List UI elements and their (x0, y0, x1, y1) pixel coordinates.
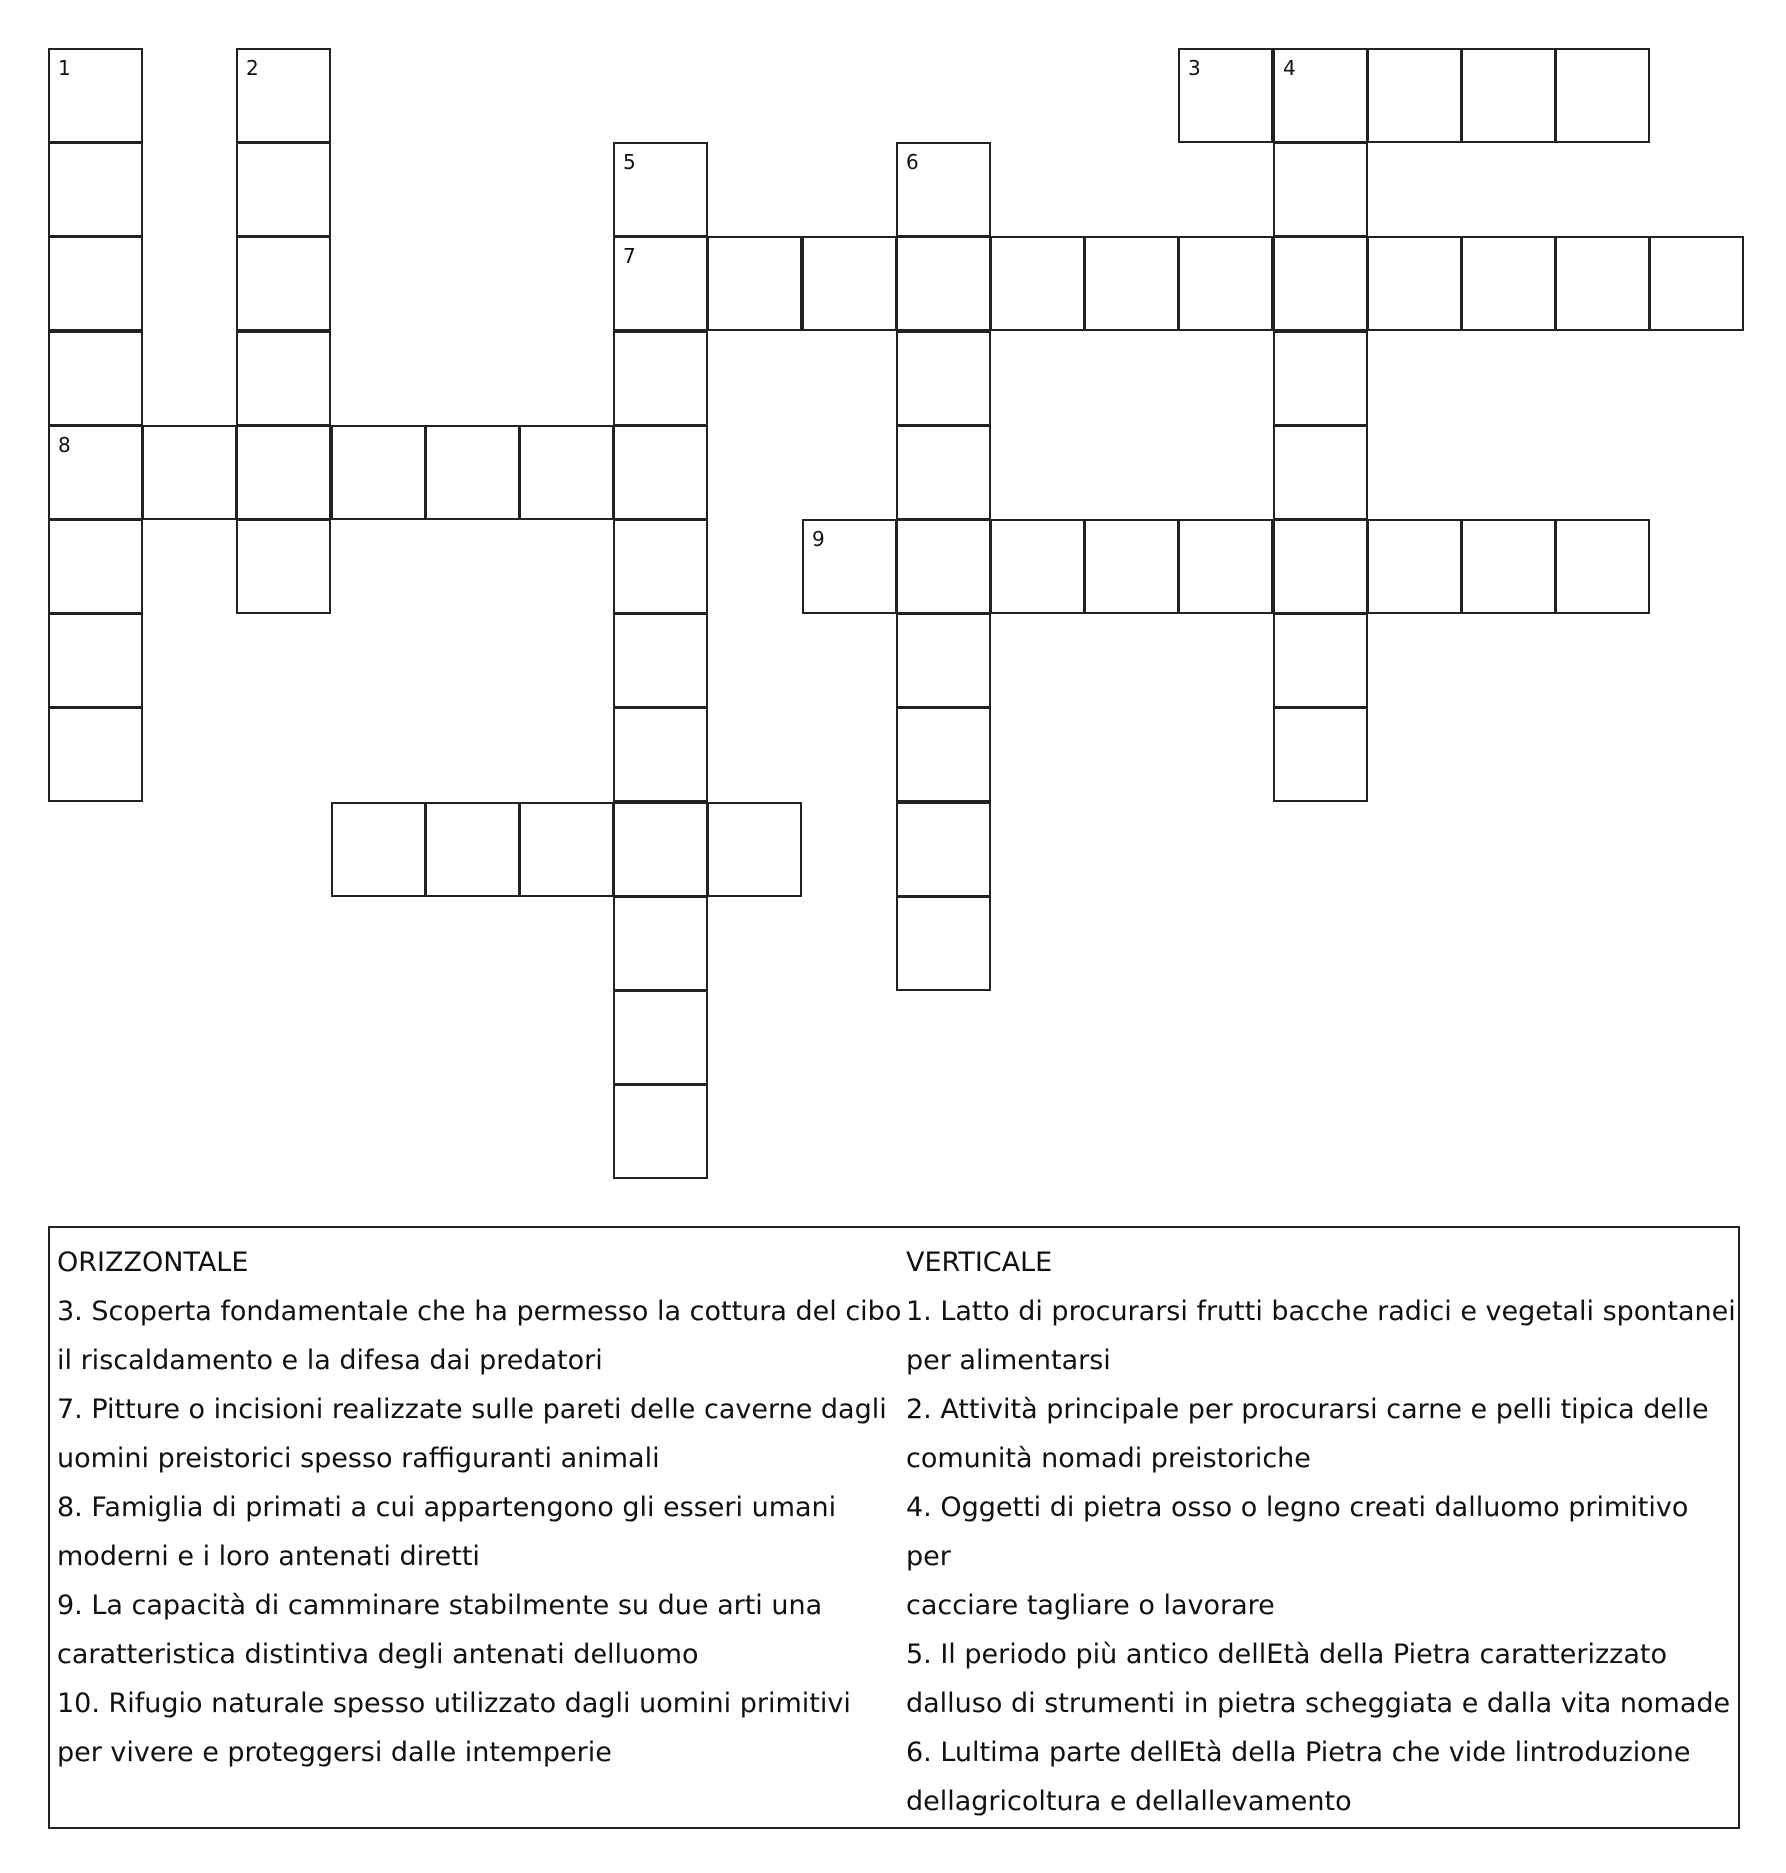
grid-cell[interactable] (896, 613, 991, 708)
grid-cell[interactable] (1555, 236, 1650, 331)
clue-number: 9 (812, 527, 825, 551)
grid-cell[interactable] (1461, 519, 1556, 614)
grid-cell[interactable] (48, 236, 143, 331)
grid-cell[interactable] (613, 802, 708, 897)
grid-cell[interactable] (1273, 707, 1368, 802)
grid-cell[interactable] (1555, 48, 1650, 143)
grid-cell[interactable] (613, 425, 708, 520)
clue-line: cacciare tagliare o lavorare (906, 1590, 1275, 1621)
grid-cell[interactable] (1367, 48, 1462, 143)
grid-cell[interactable] (1273, 48, 1368, 143)
grid-cell[interactable] (802, 519, 897, 614)
grid-cell[interactable] (613, 1084, 708, 1179)
grid-cell[interactable] (613, 707, 708, 802)
grid-cell[interactable] (802, 236, 897, 331)
down-heading: VERTICALE (906, 1247, 1053, 1278)
clue-line: 7. Pitture o incisioni realizzate sulle pareti delle caverne dagli (57, 1394, 887, 1425)
grid-cell[interactable] (236, 331, 331, 426)
grid-cell[interactable] (1649, 236, 1744, 331)
grid-cell[interactable] (990, 519, 1085, 614)
clue-line: 3. Scoperta fondamentale che ha permesso la cottura del cibo (57, 1296, 902, 1327)
clue-line: 6. Lultima parte dellEtà della Pietra che vide lintroduzione (906, 1737, 1691, 1768)
grid-cell[interactable] (236, 236, 331, 331)
clue-number: 6 (906, 150, 919, 174)
clue-line: 10. Rifugio naturale spesso utilizzato dagli uomini primitivi (57, 1688, 851, 1719)
clue-line: uomini preistorici spesso raffiguranti animali (57, 1443, 660, 1474)
grid-cell[interactable] (48, 519, 143, 614)
grid-cell[interactable] (896, 707, 991, 802)
clue-line: dalluso di strumenti in pietra scheggiata e dalla vita nomade (906, 1688, 1731, 1719)
grid-cell[interactable] (896, 331, 991, 426)
grid-cell[interactable] (1178, 236, 1273, 331)
grid-cell[interactable] (1178, 48, 1273, 143)
grid-cell[interactable] (1367, 236, 1462, 331)
clue-line: per alimentarsi (906, 1345, 1111, 1376)
grid-cell[interactable] (1461, 236, 1556, 331)
clue-line: per vivere e proteggersi dalle intemperie (57, 1737, 612, 1768)
grid-cell[interactable] (1084, 236, 1179, 331)
grid-cell[interactable] (613, 896, 708, 991)
clue-line: 4. Oggetti di pietra osso o legno creati dalluomo primitivo per (906, 1492, 1689, 1572)
clue-number: 5 (623, 150, 636, 174)
grid-cell[interactable] (1273, 519, 1368, 614)
grid-cell[interactable] (896, 519, 991, 614)
grid-cell[interactable] (142, 425, 237, 520)
clue-number: 2 (246, 56, 259, 80)
grid-cell[interactable] (613, 236, 708, 331)
clue-line: comunità nomadi preistoriche (906, 1443, 1311, 1474)
grid-cell[interactable] (896, 896, 991, 991)
clue-number: 7 (623, 244, 636, 268)
grid-cell[interactable] (1367, 519, 1462, 614)
grid-cell[interactable] (236, 142, 331, 237)
grid-cell[interactable] (331, 425, 426, 520)
grid-cell[interactable] (1178, 519, 1273, 614)
grid-cell[interactable] (707, 236, 802, 331)
grid-cell[interactable] (896, 236, 991, 331)
grid-cell[interactable] (1273, 425, 1368, 520)
clue-line: moderni e i loro antenati diretti (57, 1541, 480, 1572)
clue-line: 1. Latto di procurarsi frutti bacche radici e vegetali spontanei (906, 1296, 1736, 1327)
grid-cell[interactable] (1273, 613, 1368, 708)
grid-cell[interactable] (613, 613, 708, 708)
clue-number: 4 (1283, 56, 1296, 80)
grid-cell[interactable] (896, 142, 991, 237)
clue-line: 5. Il periodo più antico dellEtà della Pietra caratterizzato (906, 1639, 1667, 1670)
grid-cell[interactable] (519, 425, 614, 520)
clue-line: dellagricoltura e dellallevamento (906, 1786, 1352, 1817)
clue-number: 3 (1188, 56, 1201, 80)
grid-cell[interactable] (896, 425, 991, 520)
clue-number: 1 (58, 56, 71, 80)
grid-cell[interactable] (48, 48, 143, 143)
grid-cell[interactable] (613, 331, 708, 426)
clue-line: caratteristica distintiva degli antenati delluomo (57, 1639, 699, 1670)
grid-cell[interactable] (1273, 331, 1368, 426)
grid-cell[interactable] (236, 519, 331, 614)
clue-line: 2. Attività principale per procurarsi carne e pelli tipica delle (906, 1394, 1709, 1425)
grid-cell[interactable] (1461, 48, 1556, 143)
grid-cell[interactable] (48, 425, 143, 520)
clue-number: 8 (58, 433, 71, 457)
grid-cell[interactable] (236, 425, 331, 520)
across-clues (57, 1238, 902, 1777)
grid-cell[interactable] (48, 707, 143, 802)
grid-cell[interactable] (613, 990, 708, 1085)
grid-cell[interactable] (1555, 519, 1650, 614)
grid-cell[interactable] (48, 331, 143, 426)
grid-cell[interactable] (48, 613, 143, 708)
clues-box (48, 1226, 1740, 1829)
grid-cell[interactable] (1273, 142, 1368, 237)
clue-line: il riscaldamento e la difesa dai predatori (57, 1345, 603, 1376)
grid-cell[interactable] (613, 142, 708, 237)
down-clues (906, 1238, 1736, 1826)
clue-line: 9. La capacità di camminare stabilmente su due arti una (57, 1590, 823, 1621)
grid-cell[interactable] (236, 48, 331, 143)
clue-line: 8. Famiglia di primati a cui appartengono gli esseri umani (57, 1492, 837, 1523)
grid-cell[interactable] (707, 802, 802, 897)
grid-cell[interactable] (990, 236, 1085, 331)
grid-cell[interactable] (896, 802, 991, 897)
grid-cell[interactable] (425, 802, 520, 897)
across-heading: ORIZZONTALE (57, 1247, 249, 1278)
grid-cell[interactable] (1273, 236, 1368, 331)
grid-cell[interactable] (1084, 519, 1179, 614)
grid-cell[interactable] (425, 425, 520, 520)
grid-cell[interactable] (519, 802, 614, 897)
grid-cell[interactable] (613, 519, 708, 614)
grid-cell[interactable] (48, 142, 143, 237)
grid-cell[interactable] (331, 802, 426, 897)
